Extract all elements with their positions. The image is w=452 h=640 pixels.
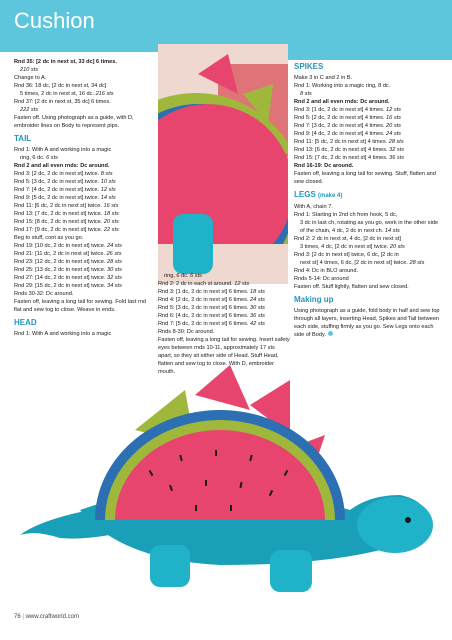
spikes-fasten: Fasten off, leaving a long tail for sewing. Stuff, flatten and sew closed. bbox=[294, 171, 436, 185]
spikes-r1: Rnd 1: Working into a magic ring, 8 dc. bbox=[294, 83, 391, 89]
head-r3: Rnd 3: [1 dc, 2 dc in next st] 6 times. 18 sts bbox=[158, 289, 265, 295]
tail-r17: Rnd 17: [9 dc, 2 dc in next st] twice. 22 sts bbox=[14, 227, 119, 233]
legs-r4: Rnd 4: Dc in BLO around. bbox=[294, 268, 359, 274]
head-r1b: ring, 6 dc. 6 sts bbox=[164, 273, 202, 279]
head-r7: Rnd 7: [5 dc, 2 dc in next st] 6 times. 42 sts bbox=[158, 321, 265, 327]
spikes-heading: SPIKES bbox=[294, 62, 324, 71]
tail-r25: Rnd 25: [13 dc, 2 dc in next st] twice. 30 sts bbox=[14, 267, 122, 273]
legs-r1b: 3 dc in last ch, rotating as you go, work in the other side of the chain, 4 dc, 2 dc in next ch. 14 sts bbox=[300, 220, 439, 234]
makingup-heading: Making up bbox=[294, 295, 334, 304]
intro-rnd35-count: 210 sts bbox=[20, 67, 39, 73]
dino-eye bbox=[405, 517, 411, 523]
cushion-photo-top bbox=[158, 44, 288, 284]
legs-r3a: Rnd 3: [2 dc in next st] twice, 6 dc, [2 dc in bbox=[294, 252, 399, 258]
dinosaur-top-illustration bbox=[158, 44, 288, 284]
legs-r5: Rnds 5-14: Dc around bbox=[294, 276, 349, 282]
tail-r3: Rnd 3: [2 dc, 2 dc in next st] twice. 8 sts bbox=[14, 171, 113, 177]
legs-with: With A, chain 7. bbox=[294, 204, 333, 210]
tail-r13: Rnd 13: [7 dc, 2 dc in next st] twice. 18 sts bbox=[14, 211, 119, 217]
tail-r2: Rnd 2 and all even rnds: Dc around. bbox=[14, 163, 110, 169]
spikes-r9: Rnd 9: [4 dc, 2 dc in next st] 4 times. 24 sts bbox=[294, 131, 401, 137]
footer: 76 | www.craftworld.com bbox=[14, 614, 79, 620]
head-fasten: Fasten off, leaving a long tail for sewing. Insert safety eyes between rnds 10-11, approximately 17 sts apart, so they sit either side of Head. Stuff Head, flatten and sew tog to close. With D, embroider mouth. bbox=[158, 337, 290, 375]
intro-fasten: Fasten off. Using photograph as a guide, with D, embroider lines on Body to represent pips. bbox=[14, 115, 134, 129]
tail-r27: Rnd 27: [14 dc, 2 dc in next st] twice. 32 sts bbox=[14, 275, 122, 281]
page-number: 76 bbox=[14, 614, 21, 620]
tail-r29: Rnd 29: [15 dc, 2 dc in next st] twice. 34 sts bbox=[14, 283, 122, 289]
footer-site: www.craftworld.com bbox=[25, 614, 79, 620]
spikes-r13: Rnd 13: [6 dc, 2 dc in next st] 4 times. 32 sts bbox=[294, 147, 405, 153]
spikes-r1-count: 8 sts bbox=[300, 91, 312, 97]
tail-r23: Rnd 23: [12 dc, 2 dc in next st] twice. 28 sts bbox=[14, 259, 122, 265]
tail-heading: TAIL bbox=[14, 134, 32, 143]
head-r8: Rnds 8-30: Dc around. bbox=[158, 329, 215, 335]
head-heading: HEAD bbox=[14, 318, 37, 327]
spikes-r11: Rnd 11: [5 dc, 2 dc in next st] 4 times. 28 sts bbox=[294, 139, 404, 145]
legs-fasten: Fasten off. Stuff lightly, flatten and sew closed. bbox=[294, 284, 409, 290]
tail-r15: Rnd 15: [8 dc, 2 dc in next st] twice. 20 sts bbox=[14, 219, 119, 225]
head-r1: Rnd 1: With A and working into a magic bbox=[14, 331, 112, 337]
leg-front-left bbox=[150, 545, 190, 587]
tail-fasten: Fasten off, leaving a long tail for sewing. Fold last rnd flat and sew tog to close. Weave in ends. bbox=[14, 299, 147, 313]
tail-r11: Rnd 11: [6 dc, 2 dc in next st] twice. 16 sts bbox=[14, 203, 119, 209]
head-r2: Rnd 2: 2 dc in each st around. 12 sts bbox=[158, 281, 250, 287]
legs-r3b: next st] 4 times, 6 dc, [2 dc in next st] twice. 28 sts bbox=[300, 260, 425, 266]
tail-r7: Rnd 7: [4 dc, 2 dc in next st] twice. 12 sts bbox=[14, 187, 116, 193]
tail-stuff: Beg to stuff, cont as you go. bbox=[14, 235, 84, 241]
spikes-r16: Rnd 16-19: Dc around. bbox=[294, 163, 354, 169]
leg-front-right bbox=[270, 550, 312, 592]
legs-r1a: Rnd 1: Starting in 2nd ch from hook, 5 dc, bbox=[294, 212, 398, 218]
tail-r1a: Rnd 1: With A and working into a magic bbox=[14, 147, 112, 153]
tail-r1b: ring, 6 dc. 6 sts bbox=[20, 155, 58, 161]
spikes-make: Make 3 in C and 2 in B. bbox=[294, 75, 353, 81]
makingup-text: Using photograph as a guide, fold body in half and sew top through all layers, inserting Head, Spikes and Tail between each side, stuffing firmly as you go. Sew Legs onto each side of Body. bbox=[294, 308, 440, 338]
tail-r21: Rnd 21: [11 dc, 2 dc in next st] twice. 26 sts bbox=[14, 251, 122, 257]
spikes-r3: Rnd 3: [1 dc, 2 dc in next st] 4 times. 12 sts bbox=[294, 107, 401, 113]
left-column bbox=[14, 58, 154, 338]
spikes-r15: Rnd 15: [7 dc, 2 dc in next st] 4 times. 36 sts bbox=[294, 155, 405, 161]
spikes-r2: Rnd 2 and all even rnds: Dc around. bbox=[294, 99, 390, 105]
tail-r5: Rnd 5: [3 dc, 2 dc in next st] twice. 10 sts bbox=[14, 179, 116, 185]
intro-rnd35: Rnd 35: [2 dc in next st, 33 dc] 6 times. bbox=[14, 59, 117, 65]
intro-rnd37: Rnd 37: [2 dc in next st, 35 dc] 6 times. bbox=[14, 99, 111, 105]
head-r4: Rnd 4: [2 dc, 2 dc in next st] 6 times. 24 sts bbox=[158, 297, 265, 303]
dino-head bbox=[357, 497, 433, 553]
dinosaur-cushion-illustration bbox=[0, 360, 452, 620]
intro-rnd36a: Rnd 36: 18 dc, [2 dc in next st, 34 dc] bbox=[14, 83, 107, 89]
spike-3 bbox=[195, 365, 250, 410]
legs-r2b: 3 times, 4 dc, [2 dc in next st] twice. 20 sts bbox=[300, 244, 405, 250]
right-column bbox=[294, 58, 440, 339]
spikes-r5: Rnd 5: [2 dc, 2 dc in next st] 4 times. 16 sts bbox=[294, 115, 401, 121]
tail-r9: Rnd 9: [5 dc, 2 dc in next st] twice. 14 sts bbox=[14, 195, 116, 201]
tail-r19: Rnd 19: [10 dc, 2 dc in next st] twice. 24 sts bbox=[14, 243, 122, 249]
intro-change: Change to A. bbox=[14, 75, 47, 81]
intro-rnd37-count: 222 sts bbox=[20, 107, 39, 113]
page-title: Cushion bbox=[14, 8, 95, 33]
spikes-r7: Rnd 7: [3 dc, 2 dc in next st] 4 times. 20 sts bbox=[294, 123, 401, 129]
legs-r2a: Rnd 2: 2 dc in next st, 4 dc, [2 dc in next st] bbox=[294, 236, 401, 242]
legs-heading: LEGS (make 4) bbox=[294, 190, 343, 199]
head-r5: Rnd 5: [3 dc, 2 dc in next st] 6 times. 30 sts bbox=[158, 305, 265, 311]
intro-rnd36b: 5 times, 2 dc in next st, 16 dc. 216 sts bbox=[20, 91, 114, 97]
head-r6: Rnd 6: [4 dc, 2 dc in next st] 6 times. 36 sts bbox=[158, 313, 265, 319]
tail-r30: Rnds 30-32: Dc around. bbox=[14, 291, 74, 297]
end-mark-icon bbox=[328, 331, 333, 336]
